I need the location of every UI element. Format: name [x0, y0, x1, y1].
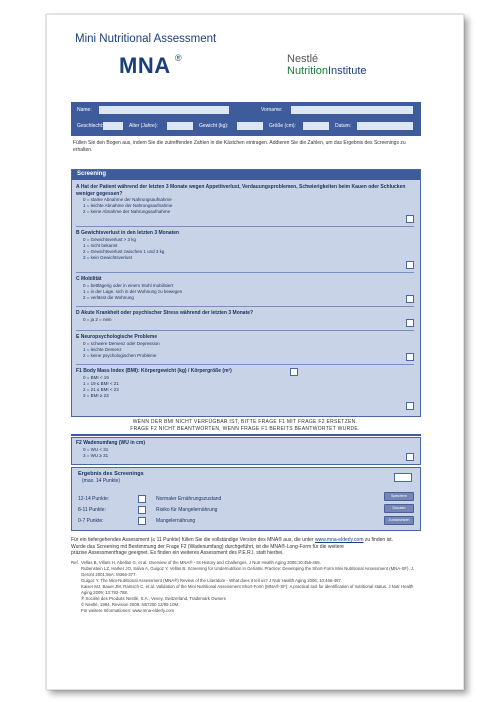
note-assessment: präzise Assessmentfrage geeignet. Es finden ein weiteres Assessment des P.E.R.I. statt hierbei.: [71, 550, 284, 556]
question-options: [76, 447, 414, 459]
name-label: Name:: [77, 107, 92, 113]
answer-box-d[interactable]: [406, 319, 414, 327]
option: 1 = leichte Demenz: [83, 346, 122, 352]
option: 2 = keine psychologischen Probleme: [83, 352, 157, 358]
date-label: Datum:: [335, 123, 352, 129]
result-check-normal[interactable]: [138, 495, 146, 503]
question-label: E Neuropsychologische Probleme: [76, 334, 158, 340]
age-field[interactable]: [167, 122, 193, 130]
option: 2 = keine Abnahme der Nahrungsaufnahme: [83, 209, 171, 214]
result-range: 0-7 Punkte:: [78, 518, 104, 524]
reference-items: [81, 560, 421, 614]
nutrition-institute-logo: [287, 65, 367, 77]
option: 1 = in der Lage, sich in der Wohnung zu bewegen: [83, 288, 183, 294]
result-range: 12-14 Punkte:: [78, 496, 110, 502]
option: 2 = 21 ≤ BMI < 23: [83, 386, 119, 392]
option: 0 = schwere Demenz oder Depression: [83, 340, 160, 346]
question-label: B Gewichtsverlust in den letzten 3 Monaten: [76, 230, 180, 236]
option: 0 = ja 2 = nein: [83, 316, 112, 322]
assessment-form-page: [46, 14, 464, 690]
option: 0 = Gewichtsverlust > 3 kg: [83, 236, 137, 242]
nestle-logo: Nestlé: [287, 53, 319, 65]
option: 0 = starke Abnahme der Nahrungsaufnahme: [83, 197, 172, 202]
save-button[interactable]: Speichern: [384, 492, 414, 501]
reference-item: Vellas B, Villars H, Abellan G, et al. Overview of the MNA® - Its History and Challenges. J Nutr Health Aging 2006;10:456-465.: [81, 559, 321, 565]
reference-item: Kaiser MJ, Bauer JM, Ramsch C, et al. Validation of the Mini Nutritional Assessment Short-Form (MNA®-SF): A practical tool for identification of nutritional status. J Nutr Health Aging 2009; 13:782-788.: [81, 583, 414, 595]
f2-panel: [71, 437, 421, 465]
print-button[interactable]: Drucken: [384, 504, 414, 513]
sex-field[interactable]: [103, 122, 123, 130]
bmi-notice-line-1: WENN DER BMI NICHT VERFÜGBAR IST, BITTE FRAGE F1 MIT FRAGE F2 ERSETZEN.: [132, 419, 358, 425]
question-f2: [76, 440, 414, 462]
age-label: Alter (Jahre):: [129, 123, 158, 129]
patient-info-bar: [71, 102, 421, 136]
answer-box-c[interactable]: [406, 295, 414, 303]
option: 2 = Gewichtsverlust zwischen 1 und 3 kg: [83, 248, 165, 254]
option: 1 = 19 ≤ BMI < 21: [83, 380, 119, 386]
nni-part-b: Institute: [327, 65, 367, 77]
result-range: 8-11 Punkte:: [78, 507, 106, 513]
mna-logo: MNA: [119, 53, 171, 78]
bmi-notice-line-2: FRAGE F2 NICHT BEANTWORTEN, WENN FRAGE F1 BEREITS BEANTWORTET WURDE.: [130, 425, 360, 432]
result-label: Risiko für Mangelernährung: [156, 507, 218, 513]
firstname-label: Vorname:: [261, 107, 283, 113]
question-options: [76, 317, 414, 323]
total-score-box[interactable]: [394, 473, 412, 482]
sex-label: Geschlecht:: [77, 123, 104, 129]
name-field[interactable]: [99, 106, 229, 114]
question-f1: [76, 368, 414, 412]
result-panel: [71, 467, 421, 531]
option: 3 = kein Gewichtsverlust: [83, 254, 132, 260]
answer-box-e[interactable]: [406, 353, 414, 361]
result-check-malnutrition[interactable]: [138, 517, 146, 525]
option: 0 = WU < 31: [83, 446, 109, 452]
weight-field[interactable]: [237, 122, 263, 130]
result-title: Ergebnis des Screenings: [78, 471, 144, 477]
question-options: [76, 237, 414, 261]
note-f2: Wurde das Screening mit Bestimmung der Frage F2 (Wadenumfang) durchgeführt, ist die MNA®-Long-Form für die weitere: [71, 543, 344, 550]
question-options: [76, 341, 414, 359]
note-full-version: [71, 537, 421, 544]
firstname-field[interactable]: [291, 106, 413, 114]
result-label: Mangelernährung: [156, 518, 196, 524]
option: 0 = bettlägerig oder in einem Stuhl mobilisiert: [83, 282, 174, 288]
reference-item: Rubenstein LZ, Harker JO, Salva A, Guigoz Y, Vellas B. Screening for Undernutrition in Geriatric Practice: Developing the Short-Form Mini Nutritional Assessment (MNA-SF). J. Geront 2001;56A: M366-377.: [81, 565, 415, 577]
reference-list: [71, 560, 421, 614]
question-label: F2 Wadenumfang (WU in cm): [76, 440, 145, 446]
option: 0 = BMI < 19: [83, 374, 109, 380]
option: 3 = BMI ≥ 23: [83, 392, 109, 398]
result-subtitle: (max. 14 Punkte): [82, 478, 121, 484]
option: 1 = nicht bekannt: [83, 242, 118, 248]
date-field[interactable]: [357, 122, 413, 130]
question-label: C Mobilität: [76, 276, 102, 282]
instructions-text: Füllen Sie den Bogen aus, indem Sie die zutreffenden Zahlen in die Kästchen eintragen. Addieren Sie die Zahlen, um das Ergebnis des Screenings zu erhalten.: [73, 140, 406, 153]
answer-box-a[interactable]: [406, 215, 414, 223]
result-label: Normaler Ernährungszustand: [156, 496, 222, 502]
question-label: F1 Body Mass Index (BMI): Körpergewicht (kg) / Körpergröße (m²): [76, 368, 232, 374]
weight-label: Gewicht (kg):: [199, 123, 229, 129]
option: 2 = verlässt die Wohnung: [83, 294, 134, 300]
height-field[interactable]: [303, 122, 329, 130]
question-label: D Akute Krankheit oder psychischer Stress während der letzten 3 Monate?: [76, 310, 254, 316]
question-options: [76, 197, 414, 215]
reference-item: Für weitere Informationen: www.mna-elderly.com: [81, 607, 175, 613]
question-c: [76, 276, 414, 307]
nni-part-a: Nutrition: [287, 65, 328, 77]
registered-mark: ®: [175, 53, 182, 63]
option: 1 = leichte Abnahme der Nahrungsaufnahme: [83, 203, 173, 208]
note-text: Für ein tiefergehendes Assessment (≤ 11 Punkte) füllen Sie die vollständige Version des MNA® aus, die unter: [71, 537, 314, 543]
answer-box-f2[interactable]: [406, 453, 414, 461]
height-label: Größe (cm):: [269, 123, 296, 129]
mna-website-link[interactable]: www.mna-elderly.com: [314, 537, 364, 543]
bmi-notice: [95, 419, 395, 432]
reset-button[interactable]: Zurücksetzen: [384, 516, 414, 525]
screening-panel: [71, 169, 421, 417]
reference-item: © Nestlé, 1994, Revision 2009. N67200 12/99 10M: [81, 601, 179, 607]
form-title: Mini Nutritional Assessment: [75, 33, 217, 45]
reference-item: ® Société des Produits Nestlé, S.A., Vevey, Switzerland, Trademark Owners: [81, 595, 226, 601]
question-b: [76, 230, 414, 273]
option: 3 = WU ≥ 31: [83, 452, 109, 458]
screening-header: [72, 170, 420, 180]
question-e: [76, 334, 414, 365]
question-options: [76, 375, 414, 399]
question-d: [76, 310, 414, 331]
divider-band: [71, 434, 421, 436]
screening-title: Screening: [77, 171, 107, 177]
answer-box-b[interactable]: [406, 261, 414, 269]
ref-key: Ref.: [71, 559, 79, 565]
question-label: A Hat der Patient während der letzten 3 Monate wegen Appetitverlust, Verdauungsproblemen, Schwierigkeiten beim Kauen oder Schlucken weniger gegessen?: [76, 184, 406, 197]
references-section: [71, 537, 421, 614]
reference-item: Guigoz Y. The Mini-Nutritional Assessment (MNA®) Review of the Literature - What does it tell us? J Nutr Health Aging 2006; 10:466-487.: [81, 577, 343, 583]
answer-box-f1[interactable]: [406, 402, 414, 410]
bmi-input-box[interactable]: [290, 368, 298, 376]
question-options: [76, 283, 414, 301]
note-text: zu finden ist.: [364, 537, 393, 543]
question-a: [76, 184, 414, 227]
result-check-risk[interactable]: [138, 506, 146, 514]
